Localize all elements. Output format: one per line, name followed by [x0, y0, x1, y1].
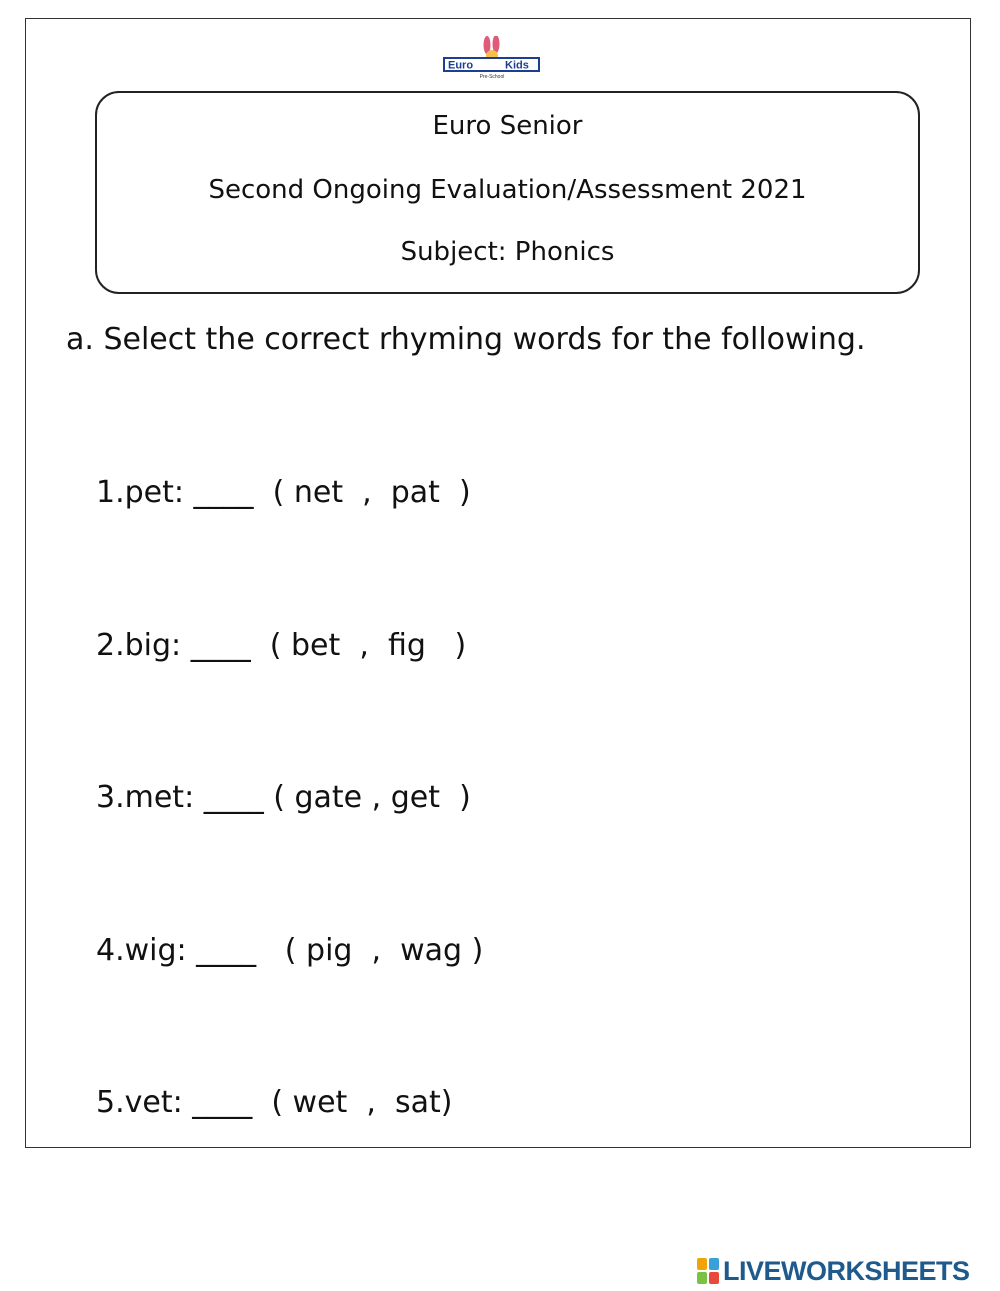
question-5[interactable]: 5.vet: ____ ( wet , sat)	[96, 1085, 453, 1120]
assessment-title: Second Ongoing Evaluation/Assessment 2021	[208, 175, 807, 205]
question-3[interactable]: 3.met: ____ ( gate , get )	[96, 780, 471, 815]
liveworksheets-wordmark: LIVEWORKSHEETS	[723, 1255, 970, 1286]
header-box	[95, 91, 920, 294]
liveworksheets-logo-icon	[697, 1258, 719, 1284]
question-4[interactable]: 4.wig: ____ ( pig , wag )	[96, 933, 484, 968]
school-name: Euro Senior	[432, 111, 583, 141]
question-2[interactable]: 2.big: ____ ( bet , fig )	[96, 628, 467, 663]
question-1[interactable]: 1.pet: ____ ( net , pat )	[96, 475, 471, 510]
logo-word-euro: Euro	[448, 59, 474, 72]
logo-word-kids: Kids	[505, 59, 529, 72]
eurokids-logo	[443, 36, 541, 82]
liveworksheets-brand[interactable]	[697, 1256, 970, 1286]
logo-tagline: Pre-School	[479, 74, 505, 80]
subject-label: Subject: Phonics	[400, 237, 615, 267]
instruction-text: a. Select the correct rhyming words for the following.	[66, 322, 866, 357]
